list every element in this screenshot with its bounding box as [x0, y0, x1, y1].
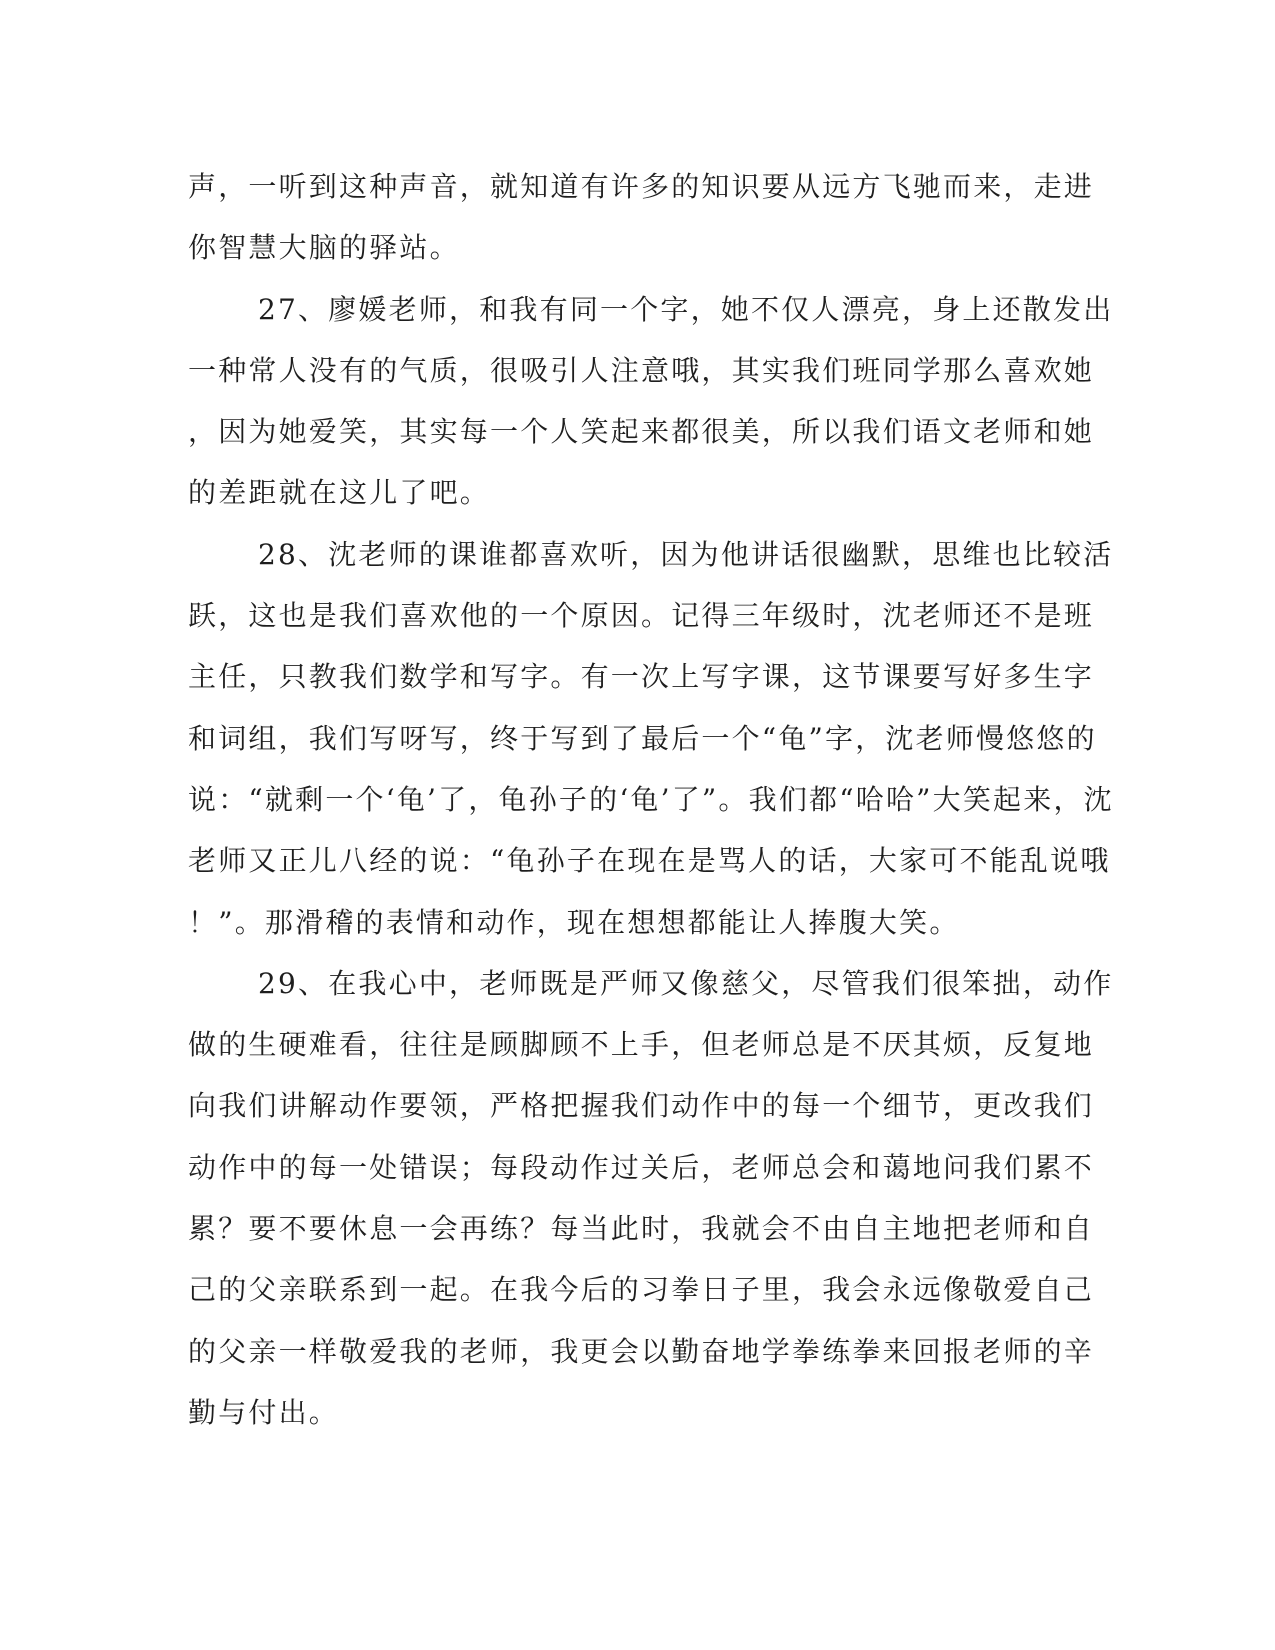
text-line: 主任，只教我们数学和写字。有一次上写字课，这节课要写好多生字 [188, 660, 1095, 694]
text-line: 的差距就在这儿了吧。 [188, 476, 491, 510]
text-line: 跃，这也是我们喜欢他的一个原因。记得三年级时，沈老师还不是班 [188, 599, 1095, 633]
text-line: 说：“就剩一个‘龟’了，龟孙子的‘龟’了”。我们都“哈哈”大笑起来，沈 [188, 782, 1114, 816]
text-line: 累？要不要休息一会再练？每当此时，我就会不由自主地把老师和自 [188, 1212, 1095, 1246]
text-line: 己的父亲联系到一起。在我今后的习拳日子里，我会永远像敬爱自己 [188, 1273, 1095, 1307]
text-line: 和词组，我们写呀写，终于写到了最后一个“龟”字，沈老师慢悠悠的 [188, 721, 1097, 755]
text-line: 勤与付出。 [188, 1395, 340, 1429]
document-body [188, 156, 1114, 1443]
text-line: 向我们讲解动作要领，严格把握我们动作中的每一个细节，更改我们 [188, 1089, 1095, 1123]
paragraph-27-start: 27、廖媛老师，和我有同一个字，她不仅人漂亮，身上还散发出 [258, 292, 1114, 326]
text-line: ！”。那滑稽的表情和动作，现在想想都能让人捧腹大笑。 [188, 905, 960, 939]
text-line: 动作中的每一处错误；每段动作过关后，老师总会和蔼地问我们累不 [188, 1150, 1095, 1184]
text-line: 的父亲一样敬爱我的老师，我更会以勤奋地学拳练拳来回报老师的辛 [188, 1334, 1095, 1368]
text-line: ，因为她爱笑，其实每一个人笑起来都很美，所以我们语文老师和她 [188, 415, 1095, 449]
text-line: 声，一听到这种声音，就知道有许多的知识要从远方飞驰而来，走进 [188, 170, 1095, 203]
text-line: 做的生硬难看，往往是顾脚顾不上手，但老师总是不厌其烦，反复地 [188, 1028, 1095, 1062]
text-line: 一种常人没有的气质，很吸引人注意哦，其实我们班同学那么喜欢她 [188, 353, 1095, 387]
paragraph-29-start: 29、在我心中，老师既是严师又像慈父，尽管我们很笨拙，动作 [258, 966, 1114, 1000]
text-line: 老师又正儿八经的说：“龟孙子在现在是骂人的话，大家可不能乱说哦 [188, 844, 1111, 878]
paragraph-28-start: 28、沈老师的课谁都喜欢听，因为他讲话很幽默，思维也比较活 [258, 537, 1114, 571]
text-line: 你智慧大脑的驿站。 [188, 231, 460, 265]
